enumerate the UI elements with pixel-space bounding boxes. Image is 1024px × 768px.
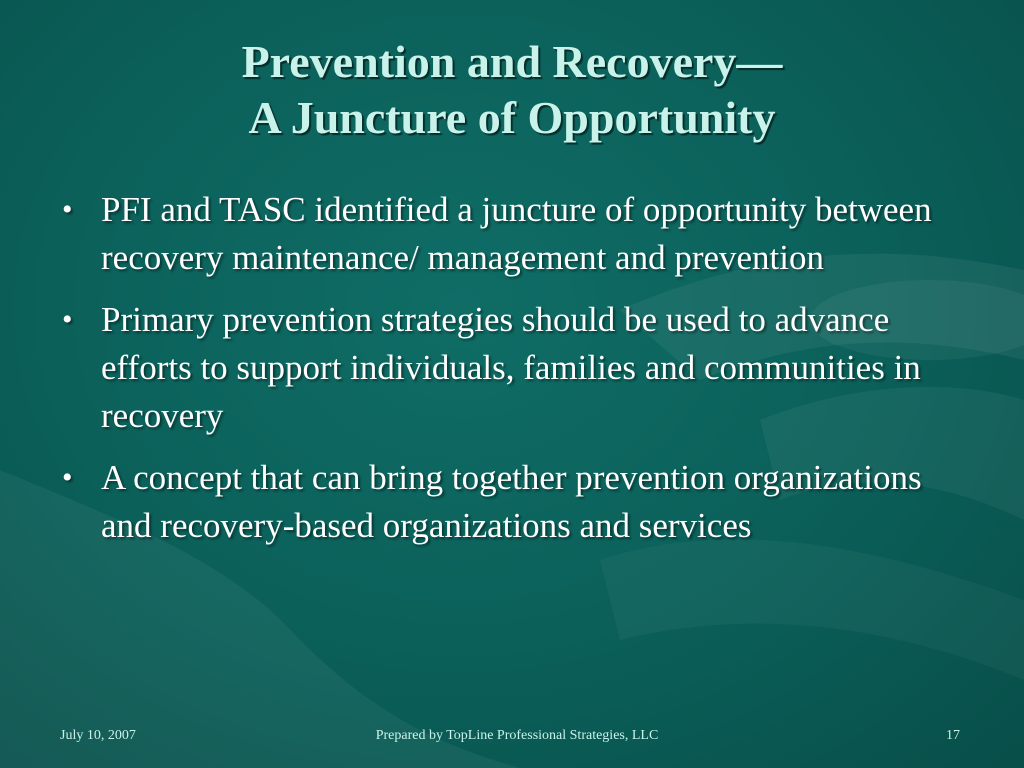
- bullet-item: [60, 454, 960, 550]
- bullet-text: PFI and TASC identified a juncture of opportunity between recovery maintenance/ management and prevention: [101, 190, 932, 277]
- footer-page-number: 17: [946, 728, 960, 743]
- bullet-list: [60, 186, 960, 564]
- bullet-item: [60, 296, 960, 440]
- bullet-dot-icon: •: [62, 461, 73, 494]
- slide-title-line-1: Prevention and Recovery—: [241, 36, 783, 87]
- slide-title: [0, 34, 1024, 146]
- bullet-item: [60, 186, 960, 282]
- footer-date: July 10, 2007: [60, 728, 136, 743]
- bullet-text: Primary prevention strategies should be used to advance efforts to support individuals, families and communities in recovery: [101, 300, 921, 435]
- slide-title-line-2: A Juncture of Opportunity: [248, 92, 776, 143]
- footer-prepared-by: Prepared by TopLine Professional Strategies, LLC: [375, 728, 659, 743]
- bullet-dot-icon: •: [62, 303, 73, 336]
- bullet-text: A concept that can bring together prevention organizations and recovery-based organizations and services: [101, 458, 922, 545]
- bullet-dot-icon: •: [62, 193, 73, 226]
